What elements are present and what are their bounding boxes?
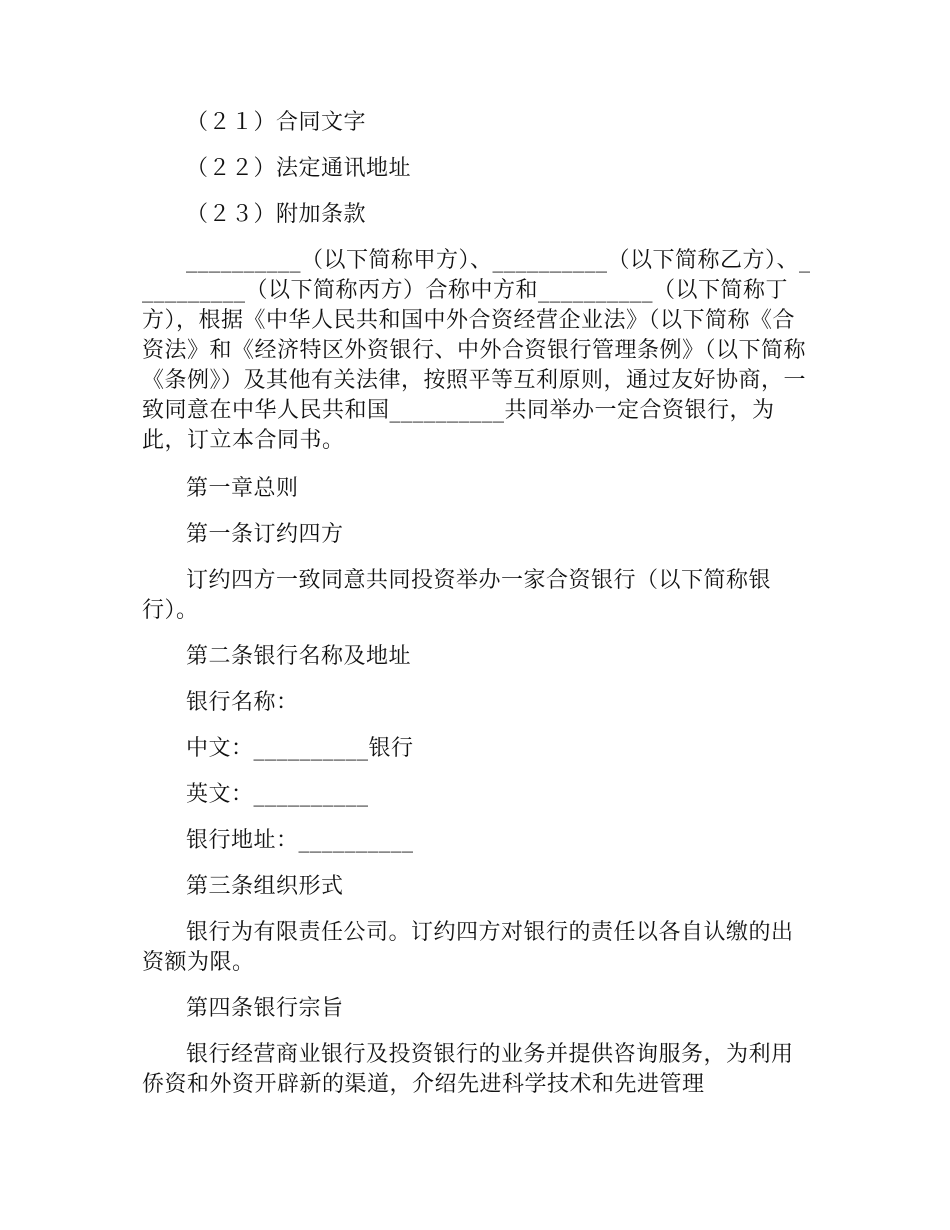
clause-item-22: （２２）法定通讯地址: [186, 156, 412, 181]
preamble-paragraph: __________（以下简称甲方）、__________（以下简称乙方）、__________（以下简称丙方）合称中方和__________（以下简称丁方），根据《中华人民共和国中外合资经营企业法》（以下简称《合资法》和《经济特区外资银行、中外合资银行管理条例》（以下简称《条例》）及其他有关法律，按照平等互利原则，通过友好协商，一致同意在中华人民共和国__________共同举办一定合资银行，为此，订立本合同书。: [142, 248, 811, 453]
article-heading-2: 第二条银行名称及地址: [186, 644, 412, 669]
article-heading-3: 第三条组织形式: [186, 874, 344, 899]
clause-item-21: （２１）合同文字: [186, 110, 367, 135]
bank-name-chinese: 中文：__________银行: [186, 736, 414, 761]
article-heading-1: 第一条订约四方: [186, 522, 344, 547]
article-paragraph-4: 银行经营商业银行及投资银行的业务并提供咨询服务，为利用侨资和外资开辟新的渠道，介绍先进科学技术和先进管理: [142, 1042, 794, 1097]
bank-name-english: 英文：__________: [186, 782, 369, 807]
bank-name-label: 银行名称：: [186, 690, 299, 715]
bank-address: 银行地址：__________: [186, 828, 414, 853]
article-paragraph-1: 订约四方一致同意共同投资举办一家合资银行（以下简称银行）。: [142, 568, 772, 623]
article-paragraph-3: 银行为有限责任公司。订约四方对银行的责任以各自认缴的出资额为限。: [142, 920, 794, 975]
chapter-heading: 第一章总则: [186, 476, 299, 501]
article-heading-4: 第四条银行宗旨: [186, 996, 344, 1021]
clause-item-23: （２３）附加条款: [186, 202, 367, 227]
document-body: [142, 108, 812, 1100]
